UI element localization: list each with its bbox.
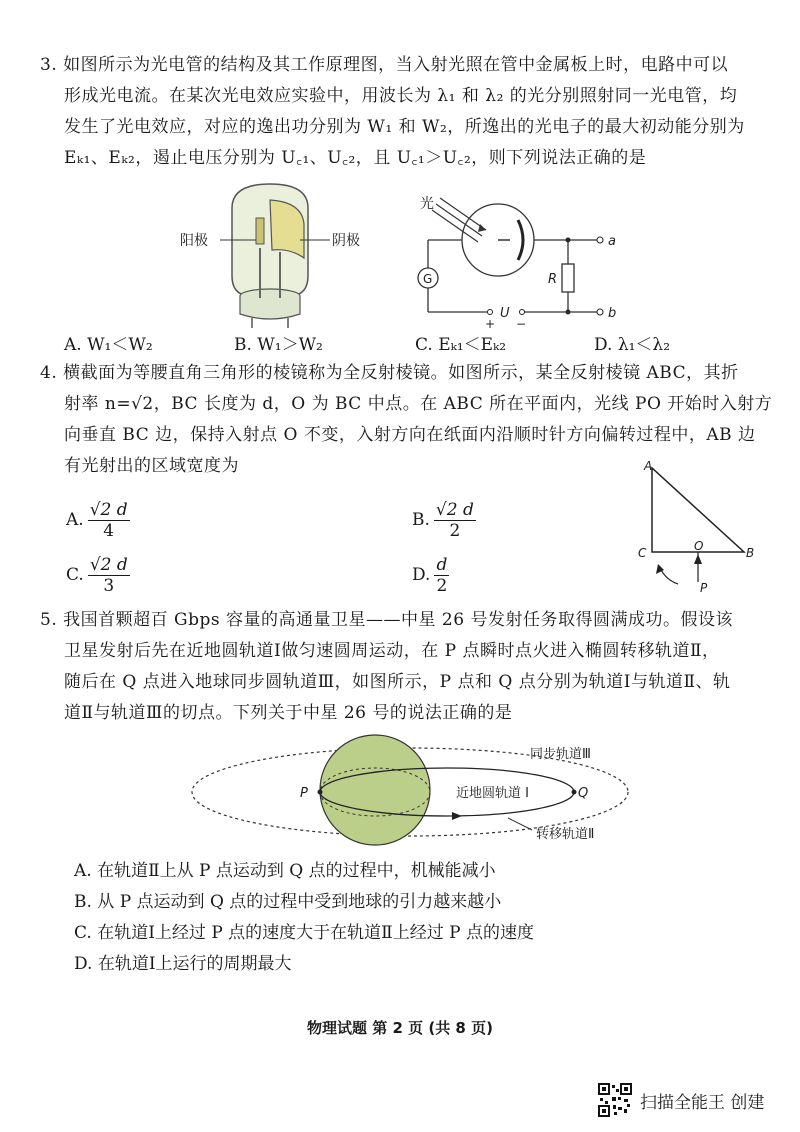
page-footer: 物理试题 第 2 页 (共 8 页)	[307, 1019, 493, 1037]
plus-sign: +	[485, 317, 496, 330]
vertex-c-label: C	[638, 546, 647, 560]
light-ray-2	[436, 204, 482, 236]
q5-line-4: 道Ⅱ与轨道Ⅲ的切点。下列关于中星 26 号的说法正确的是	[64, 703, 513, 723]
point-p-label: P	[700, 581, 708, 595]
light-ray-3	[432, 210, 478, 242]
q4-line-1: 4. 横截面为等腰直角三角形的棱镜称为全反射棱镜。如图所示，某全反射棱镜 ABC，其折	[40, 363, 739, 383]
q3-option-c[interactable]: C. Eₖ₁＜Eₖ₂	[415, 335, 507, 355]
cathode-label: 阴极	[332, 233, 360, 249]
q4-option-b[interactable]	[412, 500, 476, 541]
anode-label: 阳极	[180, 233, 208, 249]
q3-line-4: Eₖ₁、Eₖ₂，遏止电压分别为 U꜀₁、U꜀₂，且 U꜀₁＞U꜀₂，则下列说法正确的是	[64, 148, 647, 168]
minus-sign: −	[516, 317, 527, 330]
q4-option-b-label: B.	[412, 510, 430, 530]
q4-option-d-den: 2	[436, 576, 448, 596]
terminal-plus	[488, 310, 493, 315]
terminal-minus	[520, 310, 525, 315]
point-q	[572, 790, 577, 795]
q3-line-3: 发生了光电效应，对应的逸出功分别为 W₁ 和 W₂，所逸出的光电子的最大初动能分别为	[64, 117, 745, 137]
q3-option-d[interactable]: D. λ₁＜λ₂	[594, 335, 671, 355]
orbit-2-leader	[508, 818, 532, 830]
q4-option-c-frac	[88, 555, 130, 596]
scanner-watermark-text: 扫描全能王 创建	[640, 1092, 765, 1113]
incident-ray-arrow	[694, 554, 702, 564]
circuit-figure	[410, 190, 630, 330]
orbit-2-label: 转移轨道Ⅱ	[536, 827, 595, 842]
earth	[320, 735, 430, 845]
q4-option-a-den: 4	[103, 521, 115, 541]
q4-option-d-num: d	[436, 555, 448, 575]
transfer-orbit-arrow	[452, 812, 462, 820]
light-ray-1	[440, 198, 486, 230]
vertex-b-label: B	[746, 546, 755, 560]
point-p	[318, 790, 323, 795]
q4-line-2: 射率 n=√2，BC 长度为 d，O 为 BC 中点。在 ABC 所在平面内，光线 PO 开始时入射方	[64, 394, 773, 414]
q4-option-b-den: 2	[449, 521, 461, 541]
q4-option-a[interactable]	[66, 500, 130, 541]
galvanometer-label: G	[423, 272, 433, 286]
terminal-a	[597, 237, 603, 243]
tube-base	[240, 296, 300, 319]
anode-plate	[256, 218, 264, 244]
terminal-b	[597, 309, 603, 315]
q3-line-1: 3. 如图所示为光电管的结构及其工作原理图，当入射光照在管中金属板上时，电路中可以	[40, 55, 729, 75]
resistor-label: R	[548, 272, 558, 287]
q4-option-d-frac	[434, 555, 449, 596]
q4-option-a-label: A.	[66, 510, 84, 530]
q3-option-a[interactable]: A. W₁＜W₂	[64, 335, 153, 355]
q5-option-d[interactable]: D. 在轨道Ⅰ上运行的周期最大	[74, 954, 292, 974]
q4-option-c-den: 3	[103, 576, 115, 596]
q4-option-d-label: D.	[412, 565, 431, 585]
terminal-a-label: a	[608, 234, 616, 249]
terminal-b-label: b	[608, 306, 617, 321]
q4-option-a-num: √2 d	[89, 500, 128, 520]
qr-code-icon	[598, 1083, 632, 1117]
resistor-r	[562, 264, 574, 292]
q4-option-b-frac	[434, 500, 476, 541]
voltage-label: U	[500, 306, 510, 321]
q5-option-c[interactable]: C. 在轨道Ⅰ上经过 P 点的速度大于在轨道Ⅱ上经过 P 点的速度	[74, 923, 534, 943]
vertex-a-label: A	[644, 459, 653, 473]
q4-line-4: 有光射出的区域宽度为	[64, 456, 239, 476]
q4-option-c[interactable]	[66, 555, 130, 596]
q5-option-b[interactable]: B. 从 P 点运动到 Q 点的过程中受到地球的引力越来越小	[74, 892, 502, 912]
prism-figure	[632, 458, 762, 598]
scanner-watermark	[598, 1083, 764, 1117]
q5-line-2: 卫星发射后先在近地圆轨道Ⅰ做匀速圆周运动，在 P 点瞬时点火进入椭圆转移轨道Ⅱ，	[64, 641, 720, 661]
q4-option-a-frac	[88, 500, 130, 541]
q5-line-1: 5. 我国首颗超百 Gbps 容量的高通量卫星——中星 26 号发射任务取得圆满成功。假设该	[40, 610, 733, 630]
phototube-figure	[180, 178, 360, 336]
light-label: 光	[420, 196, 434, 212]
q3-option-b[interactable]: B. W₁＞W₂	[234, 335, 323, 355]
q4-option-c-num: √2 d	[89, 555, 128, 575]
point-o-label: O	[694, 539, 704, 553]
q3-line-2: 形成光电流。在某次光电效应实验中，用波长为 λ₁ 和 λ₂ 的光分别照射同一光电管，均	[64, 86, 738, 106]
q4-line-3: 向垂直 BC 边，保持入射点 O 不变，入射方向在纸面内沿顺时针方向偏转过程中，AB 边	[64, 425, 756, 445]
question-3	[40, 50, 770, 174]
question-5	[40, 605, 770, 729]
q4-option-b-num: √2 d	[435, 500, 474, 520]
q4-option-c-label: C.	[66, 565, 84, 585]
cathode-arc	[518, 220, 523, 260]
q5-line-3: 随后在 Q 点进入地球同步圆轨道Ⅲ，如图所示，P 点和 Q 点分别为轨道Ⅰ与轨道Ⅱ、轨	[64, 672, 731, 692]
orbit-figure	[180, 730, 640, 850]
q5-option-a[interactable]: A. 在轨道Ⅱ上从 P 点运动到 Q 点的过程中，机械能减小	[74, 861, 496, 881]
q4-option-d[interactable]	[412, 555, 449, 596]
point-q-label: Q	[578, 786, 589, 801]
orbit-1-label: 近地圆轨道 Ⅰ	[456, 786, 529, 801]
orbit-3-label: 同步轨道Ⅲ	[530, 747, 591, 762]
point-p-label: P	[300, 786, 308, 801]
